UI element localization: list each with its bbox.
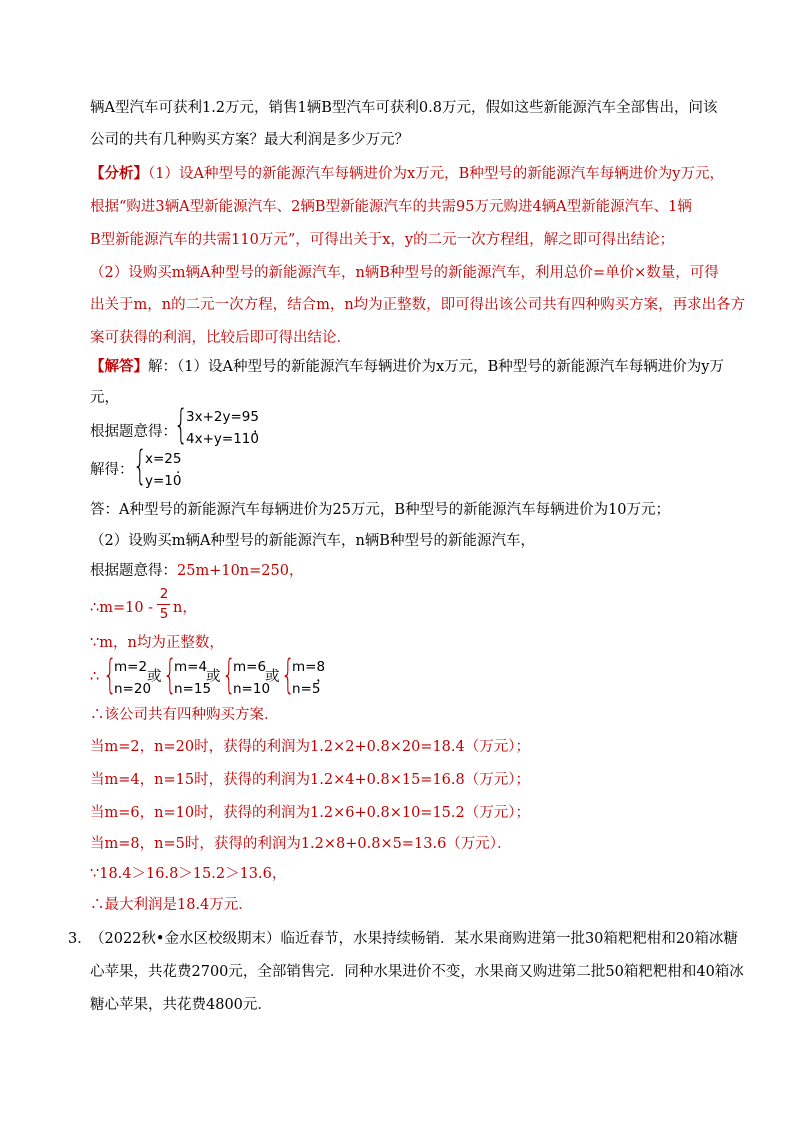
equation: n=10 [233, 681, 271, 697]
equation: 25m+10n=250， [177, 563, 304, 579]
solution-text: 解：（1）设A种型号的新能源汽车每辆进价为x万元，B种型号的新能源汽车每辆进价为y万 [148, 359, 724, 375]
equation-brace: { [103, 652, 117, 698]
therefore-symbol: ∴ [90, 669, 100, 685]
solution-line: 元， [90, 390, 119, 406]
solution-line: ∵18.4＞16.8＞15.2＞13.6， [90, 866, 287, 882]
equation: y=10 [145, 473, 182, 489]
equation-brace: { [163, 652, 177, 698]
equation: m=6 [233, 659, 267, 675]
fraction-numerator: 2 [159, 586, 169, 602]
analysis-text: （1）设A种型号的新能源汽车每辆进价为x万元，B种型号的新能源汽车每辆进价为y万元， [148, 166, 724, 182]
equation-brace: { [133, 443, 147, 489]
analysis-line [90, 164, 724, 184]
equation: 4x+y=110 [186, 431, 259, 447]
profit-line: 当m=8，n=5时，获得的利润为1.2×8+0.8×5=13.6（万元）． [90, 836, 512, 852]
punctuation: ． [176, 461, 190, 477]
profit-line: 当m=2，n=20时，获得的利润为1.2×2+0.8×20=18.4（万元）； [90, 739, 530, 755]
or-word: 或 [206, 669, 221, 685]
question-line: （2022秋•金水区校级期末）临近春节，水果持续畅销．某水果商购进第一批30箱粑粑柑和20箱冰糖 [90, 931, 738, 947]
solution-text: 根据题意得： [90, 563, 177, 579]
analysis-line: 出关于m，n的二元一次方程，结合m，n均为正整数，即可得出该公司共有四种购买方案，再求出各方 [90, 297, 746, 313]
fraction-denominator: 5 [159, 606, 169, 622]
solution-line: ∴该公司共有四种购买方案． [90, 707, 279, 723]
profit-line: 当m=6，n=10时，获得的利润为1.2×6+0.8×10=15.2（万元）； [90, 805, 530, 821]
equation: m=4 [174, 659, 208, 675]
analysis-line: 根据“购进3辆A型新能源汽车、2辆B型新能源汽车的共需95万元购进4辆A型新能源汽车、1辆 [90, 199, 692, 215]
equation: n=20 [114, 681, 152, 697]
or-word: 或 [265, 669, 280, 685]
equation: x=25 [145, 451, 182, 467]
punctuation: ， [253, 420, 267, 436]
analysis-line: B型新能源汽车的共需110万元”，可得出关于x，y的二元一次方程组，解之即可得出结论； [90, 232, 675, 248]
analysis-line: （2）设购买m辆A种型号的新能源汽车，n辆B种型号的新能源汽车，利用总价=单价×数量，可得 [90, 265, 719, 281]
conclusion-line: ∴最大利润是18.4万元． [90, 897, 253, 913]
solution-line: ∵m，n均为正整数， [90, 635, 224, 651]
solution-line [90, 357, 724, 377]
analysis-tag: 【分析】 [90, 165, 148, 182]
solution-line: 解得： [90, 462, 134, 478]
text-line: 辆A型汽车可获利1.2万元，销售1辆B型汽车可获利0.8万元，假如这些新能源汽车全部售出，问该 [90, 100, 718, 116]
equation-brace: { [281, 652, 295, 698]
solution-line: 根据题意得： [90, 424, 177, 440]
equation-brace: { [174, 402, 188, 448]
equation: n=15 [174, 681, 212, 697]
solution-line: （2）设购买m辆A种型号的新能源汽车，n辆B种型号的新能源汽车， [90, 533, 535, 549]
solution-line: ∴m=10 - [90, 600, 154, 616]
fraction-bar [157, 604, 170, 605]
equation: m=2 [114, 659, 148, 675]
or-word: 或 [147, 669, 162, 685]
equation: n=5 [292, 681, 321, 697]
solution-line: 答：A种型号的新能源汽车每辆进价为25万元，B种型号的新能源汽车每辆进价为10万元； [90, 502, 671, 518]
text-line: 公司的共有几种购买方案？最大利润是多少万元？ [90, 132, 409, 148]
profit-line: 当m=4，n=15时，获得的利润为1.2×4+0.8×15=16.8（万元）； [90, 772, 530, 788]
equation-brace: { [222, 652, 236, 698]
solution-text: n， [173, 600, 197, 616]
question-line: 心苹果，共花费2700元，全部销售完．同种水果进价不变，水果商又购进第二批50箱粑粑柑和40箱冰 [90, 964, 744, 980]
equation: m=8 [292, 659, 326, 675]
solution-line [90, 561, 303, 581]
analysis-line: 案可获得的利润，比较后即可得出结论． [90, 330, 351, 346]
equation: 3x+2y=95 [186, 409, 259, 425]
solution-tag: 【解答】 [90, 358, 148, 375]
question-line: 糖心苹果，共花费4800元． [90, 997, 272, 1013]
question-number: 3． [68, 931, 92, 947]
punctuation: ， [316, 669, 331, 685]
